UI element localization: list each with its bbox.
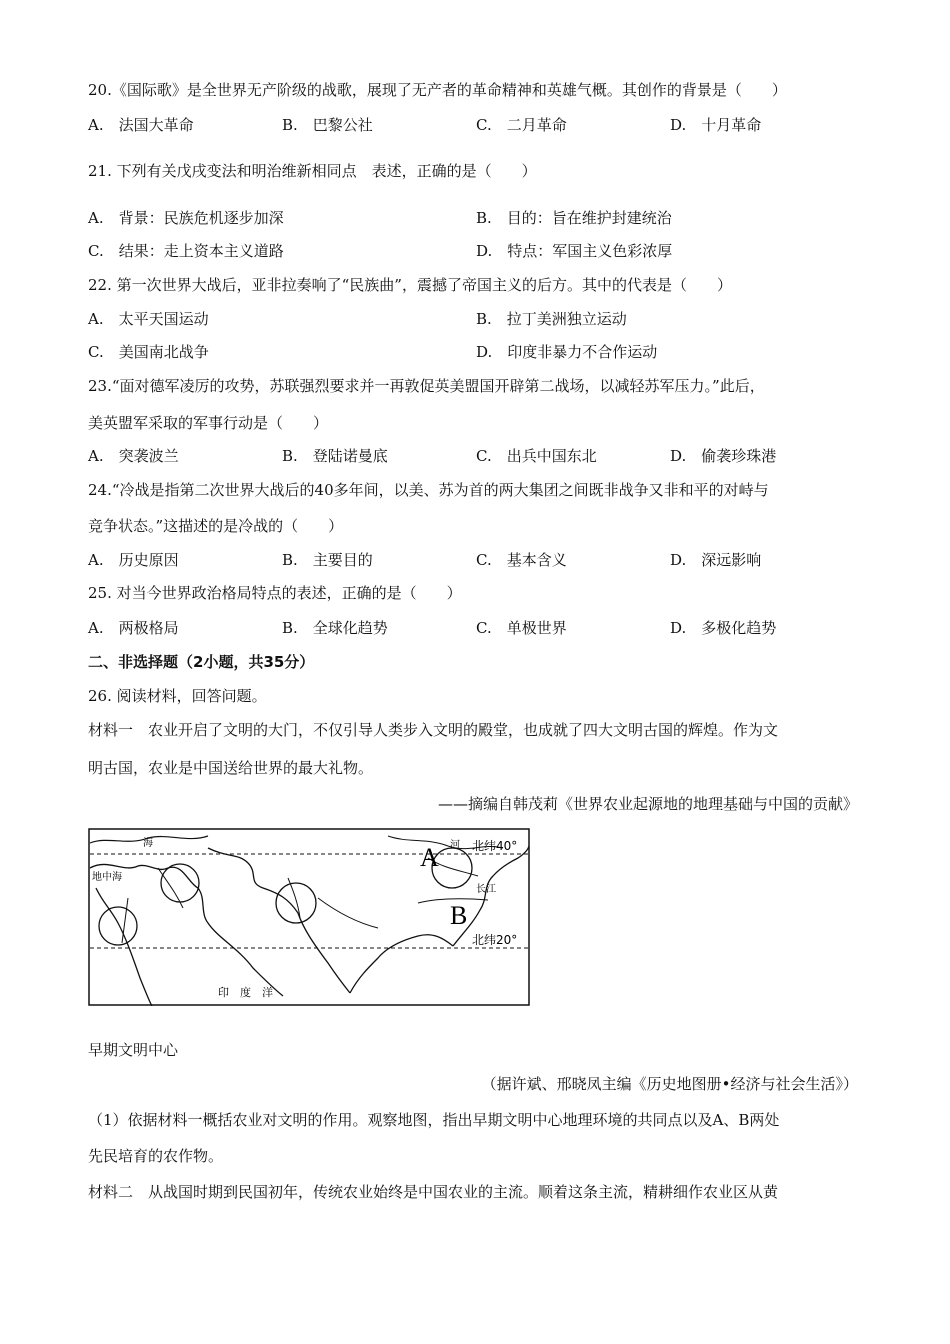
q22-option-d: D. 印度非暴力不合作运动 (476, 343, 658, 361)
q22-stem: 22. 第一次世界大战后，亚非拉奏响了“民族曲”，震撼了帝国主义的后方。其中的代表是（ ） (88, 276, 732, 294)
q26-sub1-line1: （1）依据材料一概括农业对文明的作用。观察地图，指出早期文明中心地理环境的共同点以及A、B两处 (88, 1111, 780, 1129)
q25-option-b: B. 全球化趋势 (282, 619, 388, 637)
map-sea-label: 海 (143, 838, 153, 849)
map-lat20-label: 北纬20° (472, 933, 518, 947)
material1-line2: 明古国，农业是中国送给世界的最大礼物。 (88, 759, 374, 777)
q25-option-a: A. 两极格局 (88, 619, 179, 637)
q24-option-a: A. 历史原因 (88, 551, 179, 569)
q21-option-c: C. 结果：走上资本主义道路 (88, 242, 284, 260)
early-civilization-map (88, 828, 530, 1006)
q25-stem: 25. 对当今世界政治格局特点的表述，正确的是（ ） (88, 584, 462, 602)
q24-stem-line2: 竞争状态。”这描述的是冷战的（ ） (88, 517, 344, 535)
q20-option-a: A. 法国大革命 (88, 116, 194, 134)
q23-option-a: A. 突袭波兰 (88, 447, 179, 465)
q25-option-c: C. 单极世界 (476, 619, 567, 637)
q24-stem-line1: 24.“冷战是指第二次世界大战后的40多年间，以美、苏为首的两大集团之间既非战争又非和平的对峙与 (88, 481, 769, 499)
map-lat40-label: 北纬40° (472, 839, 518, 853)
q21-option-b: B. 目的：旨在维护封建统治 (476, 209, 672, 227)
q20-option-d: D. 十月革命 (670, 116, 762, 134)
q22-option-a: A. 太平天国运动 (88, 310, 209, 328)
map-ocean-label: 印 度 洋 (218, 986, 273, 999)
q23-stem-line2: 美英盟军采取的军事行动是（ ） (88, 414, 329, 432)
material1-source: ——摘编自韩茂莉《世界农业起源地的地理基础与中国的贡献》 (437, 795, 858, 813)
map-caption: 早期文明中心 (88, 1041, 179, 1059)
q24-option-b: B. 主要目的 (282, 551, 373, 569)
q26-sub1-line2: 先民培育的农作物。 (88, 1147, 224, 1165)
material2-line1: 材料二 从战国时期到民国初年，传统农业始终是中国农业的主流。顺着这条主流，精耕细作农业区从黄 (88, 1183, 779, 1201)
map-label-b: B (450, 901, 468, 930)
q23-stem-line1: 23.“面对德军凌厉的攻势，苏联强烈要求并一再敦促英美盟国开辟第二战场，以减轻苏军压力。”此后， (88, 377, 765, 395)
map-label-a: A (420, 843, 439, 872)
q20-option-b: B. 巴黎公社 (282, 116, 373, 134)
map-med-label: 地中海 (92, 872, 122, 883)
q22-option-b: B. 拉丁美洲独立运动 (476, 310, 627, 328)
material1-line1: 材料一 农业开启了文明的大门，不仅引导人类步入文明的殿堂，也成就了四大文明古国的辉煌。作为文 (88, 721, 779, 739)
q23-option-c: C. 出兵中国东北 (476, 447, 597, 465)
q25-option-d: D. 多极化趋势 (670, 619, 777, 637)
q26-intro: 26. 阅读材料，回答问题。 (88, 687, 267, 705)
section-heading: 二、非选择题（2小题，共35分） (88, 653, 315, 671)
q23-option-d: D. 偷袭珍珠港 (670, 447, 777, 465)
q22-option-c: C. 美国南北战争 (88, 343, 209, 361)
q20-stem: 20.《国际歌》是全世界无产阶级的战歌，展现了无产者的革命精神和英雄气概。其创作的背景是（ ） (88, 81, 787, 99)
q20-option-c: C. 二月革命 (476, 116, 567, 134)
q21-stem: 21. 下列有关戊戌变法和明治维新相同点 表述，正确的是（ ） (88, 162, 537, 180)
q21-option-a: A. 背景：民族危机逐步加深 (88, 209, 284, 227)
q21-option-d: D. 特点：军国主义色彩浓厚 (476, 242, 673, 260)
q24-option-c: C. 基本含义 (476, 551, 567, 569)
map-yangtze-label: 长江 (476, 884, 496, 895)
map-source: （据许斌、邢晓凤主编《历史地图册•经济与社会生活》） (481, 1075, 858, 1093)
q23-option-b: B. 登陆诺曼底 (282, 447, 388, 465)
q24-option-d: D. 深远影响 (670, 551, 762, 569)
map-yellow-river-label: 河 (450, 840, 460, 851)
